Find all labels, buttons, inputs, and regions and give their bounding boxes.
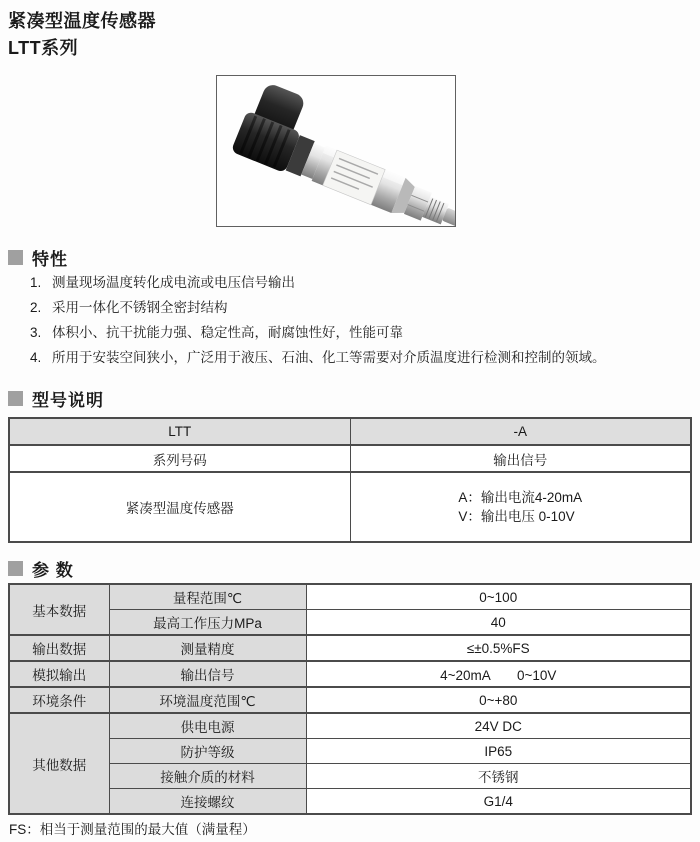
product-name-title: 紧凑型温度传感器 xyxy=(8,11,156,31)
output-signal-label: 输出信号 xyxy=(350,445,691,472)
param-group-environment: 环境条件 xyxy=(9,687,109,713)
table-row: 基本数据 量程范围℃ 0~100 xyxy=(9,584,691,610)
section-features-header xyxy=(8,245,68,270)
table-row: 模拟输出 输出信号 4~20mA 0~10V xyxy=(9,661,691,687)
list-item: 3. 体积小、抗干扰能力强、稳定性高，耐腐蚀性好，性能可靠 xyxy=(30,325,403,340)
section-model-title: 型号说明 xyxy=(32,391,104,410)
table-row xyxy=(9,418,691,445)
param-group-other: 其他数据 xyxy=(9,713,109,814)
model-number-table xyxy=(8,417,692,543)
table-row: 连接螺纹 G1/4 xyxy=(9,789,691,815)
param-group-basic: 基本数据 xyxy=(9,584,109,635)
param-group-analog: 模拟输出 xyxy=(9,661,109,687)
section-parameters-title: 参 数 xyxy=(32,561,74,580)
table-row: 输出数据 测量精度 ≤±0.5%FS xyxy=(9,635,691,661)
section-parameters-header xyxy=(8,556,74,581)
model-suffix-cell: -A xyxy=(350,418,691,445)
signal-options-cell xyxy=(350,472,691,542)
section-model-header xyxy=(8,386,104,411)
table-row: 环境条件 环境温度范围℃ 0~+80 xyxy=(9,687,691,713)
table-row: 防护等级 IP65 xyxy=(9,739,691,764)
table-row: 接触介质的材料 不锈钢 xyxy=(9,764,691,789)
list-item: 1. 测量现场温度转化成电流或电压信号输出 xyxy=(30,275,295,290)
table-row xyxy=(9,472,691,542)
series-title: LTT系列 xyxy=(8,38,79,58)
model-code-cell: LTT xyxy=(9,418,350,445)
temperature-sensor-image xyxy=(217,76,455,226)
table-row xyxy=(9,445,691,472)
product-type-cell: 紧凑型温度传感器 xyxy=(9,472,350,542)
list-item: 2. 采用一体化不锈钢全密封结构 xyxy=(30,300,228,315)
section-marker-icon xyxy=(8,391,23,406)
list-item: 4. 所用于安装空间狭小，广泛用于液压、石油、化工等需要对介质温度进行检测和控制的领域。 xyxy=(30,350,606,365)
table-row: 最高工作压力MPa 40 xyxy=(9,610,691,636)
signal-option-a: A：输出电流4-20mA xyxy=(458,490,583,505)
section-marker-icon xyxy=(8,561,23,576)
section-features-title: 特性 xyxy=(32,250,68,269)
fs-footnote: FS：相当于测量范围的最大值（满量程） xyxy=(9,822,256,837)
features-list xyxy=(30,270,680,370)
parameters-table xyxy=(8,583,692,815)
signal-option-v: V：输出电压 0-10V xyxy=(458,509,575,524)
product-photo-frame xyxy=(216,75,456,227)
section-marker-icon xyxy=(8,250,23,265)
series-number-label: 系列号码 xyxy=(9,445,350,472)
page-title xyxy=(8,8,156,62)
table-row: 其他数据 供电电源 24V DC xyxy=(9,713,691,739)
param-group-output: 输出数据 xyxy=(9,635,109,661)
